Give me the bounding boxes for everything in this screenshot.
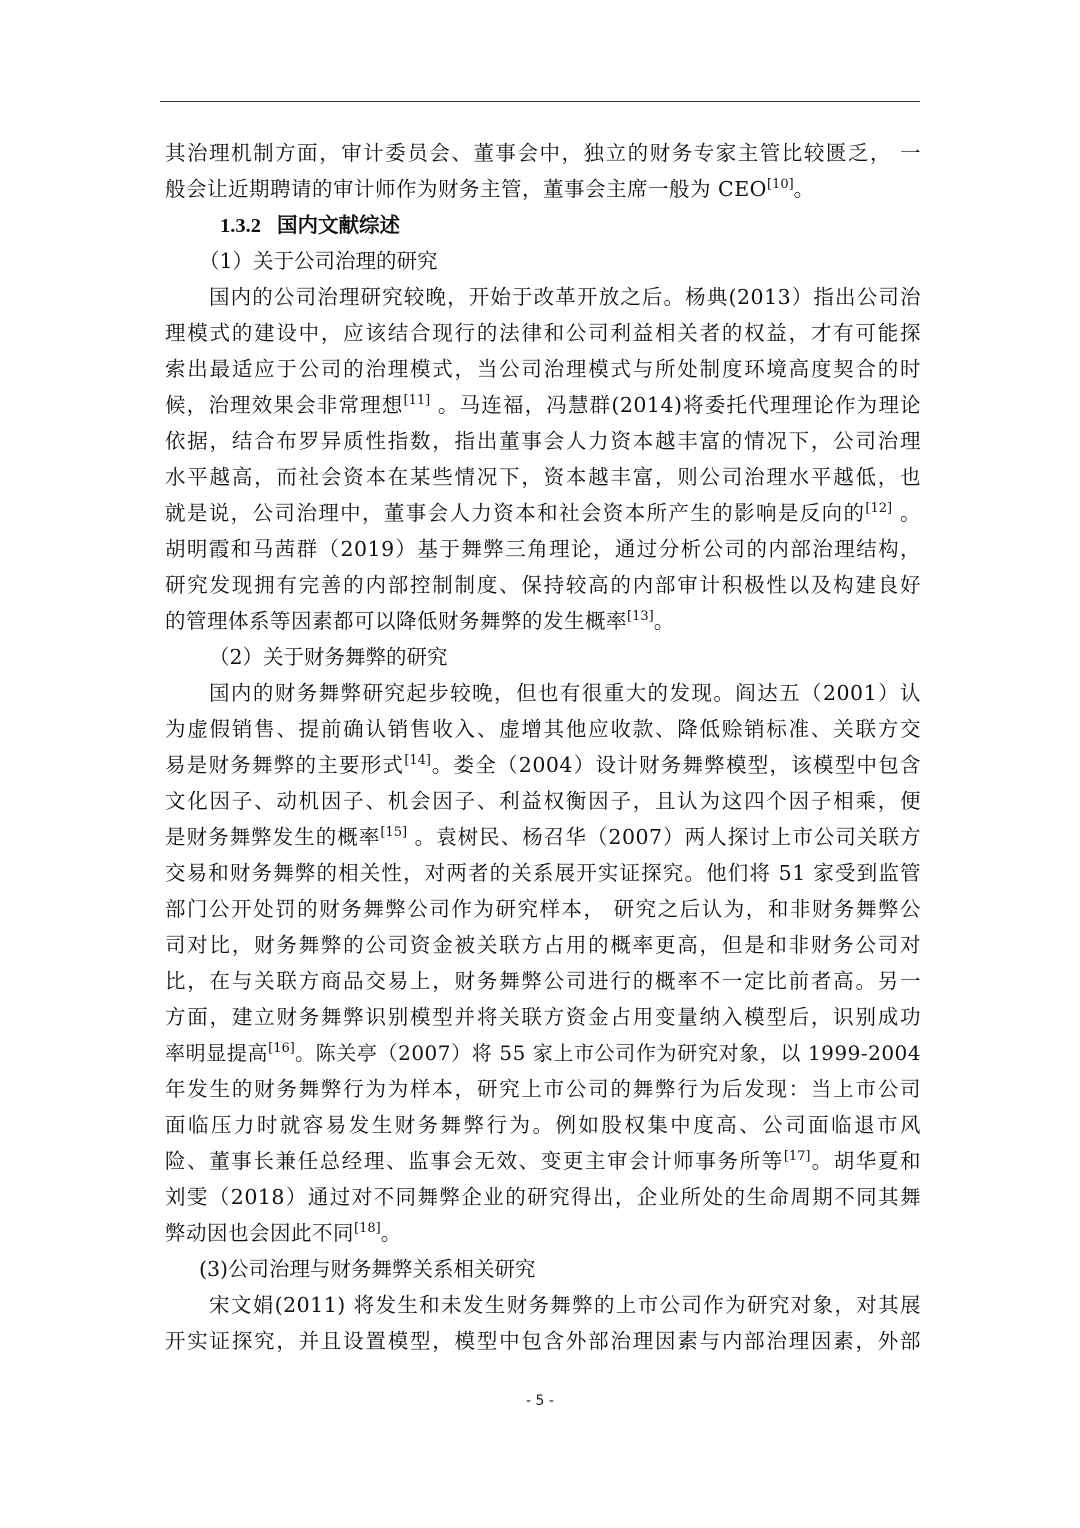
section-heading <box>220 207 921 243</box>
body-line: 比，在与关联方商品交易上，财务舞弊公司进行的概率不一定比前者高。另一 <box>165 969 921 993</box>
body-line: 险、董事长兼任总经理、监事会无效、变更主审会计师事务所等[17]。胡华夏和 <box>165 1149 922 1173</box>
body-line: 弊动因也会因此不同[18]。 <box>165 1221 402 1245</box>
body-line: 其治理机制方面，审计委员会、董事会中，独立的财务专家主管比较匮乏， 一 <box>165 141 921 165</box>
body-line: 候，治理效果会非常理想[11] 。马连福，冯慧群(2014)将委托代理理论作为理论 <box>165 393 921 417</box>
citation-ref: [14] <box>404 753 431 768</box>
citation-ref: [16] <box>268 1041 295 1056</box>
body-line: 国内的公司治理研究较晚，开始于改革开放之后。杨典(2013）指出公司治 <box>209 285 921 309</box>
body-line: 刘雯（2018）通过对不同舞弊企业的研究得出，企业所处的生命周期不同其舞 <box>165 1185 921 1209</box>
citation-ref: [17] <box>783 1149 811 1164</box>
body-line: 部门公开处罚的财务舞弊公司作为研究样本， 研究之后认为，和非财务舞弊公 <box>165 897 921 921</box>
body-line: 交易和财务舞弊的相关性，对两者的关系展开实证探究。他们将 51 家受到监管 <box>165 861 921 885</box>
section-title: 国内文献综述 <box>277 213 400 237</box>
subsection-heading: （1）关于公司治理的研究 <box>199 249 438 273</box>
page-body <box>165 135 921 1359</box>
body-line: 索出最适应于公司的治理模式，当公司治理模式与所处制度环境高度契合的时 <box>165 357 921 381</box>
section-number: 1.3.2 <box>220 215 261 237</box>
body-line: 宋文娟(2011) 将发生和未发生财务舞弊的上市公司作为研究对象，对其展 <box>209 1293 921 1317</box>
body-line: 国内的财务舞弊研究起步较晚，但也有很重大的发现。阎达五（2001）认 <box>209 681 921 705</box>
body-line: 率明显提高[16]。陈关亭（2007）将 55 家上市公司作为研究对象，以 1999-2004 <box>165 1041 921 1065</box>
body-line: 水平越高，而社会资本在某些情况下，资本越丰富，则公司治理水平越低，也 <box>165 465 921 489</box>
body-line: 为虚假销售、提前确认销售收入、虚增其他应收款、降低赊销标准、关联方交 <box>165 717 921 741</box>
body-line: 司对比，财务舞弊的公司资金被关联方占用的概率更高，但是和非财务公司对 <box>165 933 921 957</box>
body-line: 年发生的财务舞弊行为为样本，研究上市公司的舞弊行为后发现：当上市公司 <box>165 1077 921 1101</box>
body-line: 开实证探究，并且设置模型，模型中包含外部治理因素与内部治理因素，外部 <box>165 1329 921 1353</box>
body-line: 胡明霞和马茜群（2019）基于舞弊三角理论，通过分析公司的内部治理结构， <box>165 537 921 561</box>
body-line: 的管理体系等因素都可以降低财务舞弊的发生概率[13]。 <box>165 609 675 633</box>
citation-ref: [13] <box>627 609 654 624</box>
body-line: 理模式的建设中，应该结合现行的法律和公司利益相关者的权益，才有可能探 <box>165 321 921 345</box>
body-line: 是财务舞弊发生的概率[15] 。袁树民、杨召华（2007）两人探讨上市公司关联方 <box>165 825 922 849</box>
body-line: 研究发现拥有完善的内部控制制度、保持较高的内部审计积极性以及构建良好 <box>165 573 921 597</box>
citation-ref: [15] <box>380 825 408 840</box>
body-line: 文化因子、动机因子、机会因子、利益权衡因子，且认为这四个因子相乘，便 <box>165 789 921 813</box>
header-rule <box>160 101 920 102</box>
citation-ref: [10] <box>766 177 794 192</box>
citation-ref: [12] <box>865 501 893 516</box>
body-line: 就是说，公司治理中，董事会人力资本和社会资本所产生的影响是反向的[12] 。 <box>165 501 921 525</box>
body-line: 易是财务舞弊的主要形式[14]。娄全（2004）设计财务舞弊模型，该模型中包含 <box>165 753 922 777</box>
body-line: 面临压力时就容易发生财务舞弊行为。例如股权集中度高、公司面临退市风 <box>165 1113 921 1137</box>
citation-ref: [18] <box>354 1221 381 1236</box>
subsection-heading: （2）关于财务舞弊的研究 <box>209 645 448 669</box>
body-line: 依据，结合布罗异质性指数，指出董事会人力资本越丰富的情况下，公司治理 <box>165 429 921 453</box>
subsection-heading: (3)公司治理与财务舞弊关系相关研究 <box>199 1257 536 1281</box>
body-line: 般会让近期聘请的审计师作为财务主管，董事会主席一般为 CEO[10]。 <box>165 177 815 201</box>
citation-ref: [11] <box>403 393 431 408</box>
page-number: - 5 - <box>526 1393 554 1409</box>
body-line: 方面，建立财务舞弊识别模型并将关联方资金占用变量纳入模型后，识别成功 <box>165 1005 921 1029</box>
